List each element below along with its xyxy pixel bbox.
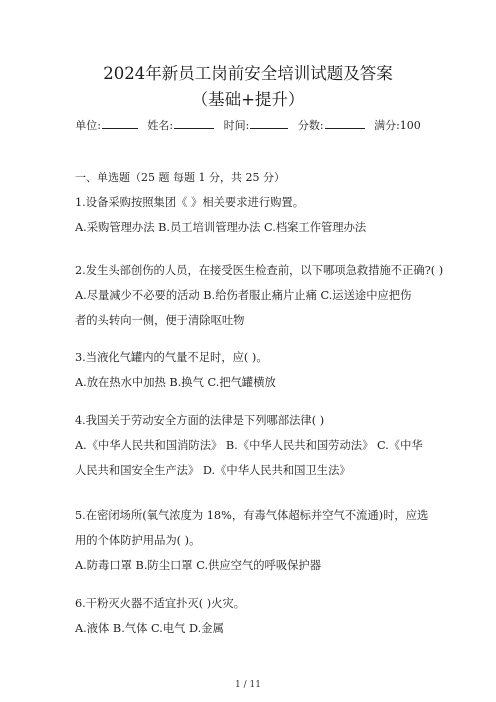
question-options-cont: 人民共和国安全生产法》 D.《中华人民共和国卫生法》 (75, 464, 351, 477)
score-blank (325, 118, 365, 129)
question-5 (75, 509, 429, 584)
page-number: 1 / 11 (235, 680, 261, 690)
question-options-cont: 者的头转向一侧，便于清除呕吐物 (75, 314, 245, 327)
question-text: 1.设备采购按照集团《 》相关要求进行购置。 (75, 196, 305, 209)
unit-blank (102, 118, 138, 129)
time-label: 时间: (223, 119, 250, 132)
question-options: A.防毒口罩 B.防尘口罩 C.供应空气的呼吸保护器 (75, 559, 322, 572)
section-heading: 一、单选题（25 题 每题 1 分，共 25 分） (75, 171, 285, 184)
question-options: A.《中华人民共和国消防法》 B.《中华人民共和国劳动法》 C.《中华 (75, 439, 423, 452)
question-options: A.放在热水中加热 B.换气 C.把气罐横放 (75, 376, 276, 389)
question-text: 6.干粉灭火器不适宜扑灭( )火灾。 (75, 597, 246, 610)
question-text-cont: 用的个体防护用品为( )。 (75, 534, 201, 547)
name-label: 姓名: (147, 119, 174, 132)
question-text: 4.我国关于劳动安全方面的法律是下列哪部法律( ) (75, 414, 325, 427)
unit-label: 单位: (75, 119, 101, 132)
question-1 (75, 196, 425, 246)
question-text: 5.在密闭场所(氧气浓度为 18%，有毒气体超标并空气不流通)时，应选 (75, 509, 429, 522)
question-options: A.采购管理办法 B.员工培训管理办法 C.档案工作管理办法 (75, 221, 367, 234)
score-label: 分数: (297, 119, 324, 132)
time-blank (250, 118, 288, 129)
question-4 (75, 414, 425, 489)
question-options: A.尽量减少不必要的活动 B.给伤者服止痛片止痛 C.运送途中应把伤 (75, 289, 412, 302)
question-options: A.液体 B.气体 C.电气 D.金属 (75, 622, 224, 635)
exam-info-line (0, 118, 496, 133)
question-3 (75, 351, 425, 401)
document-subtitle: （基础+提升） (191, 90, 305, 109)
question-6 (75, 597, 425, 647)
question-2 (75, 264, 444, 339)
name-blank (174, 118, 214, 129)
question-text: 3.当液化气罐内的气量不足时，应( )。 (75, 351, 268, 364)
full-score: 满分:100 (374, 119, 421, 132)
question-text: 2.发生头部创伤的人员，在接受医生检查前，以下哪项急救措施不正确?( ) (75, 264, 444, 277)
document-title: 2024年新员工岗前安全培训试题及答案 (103, 64, 393, 83)
